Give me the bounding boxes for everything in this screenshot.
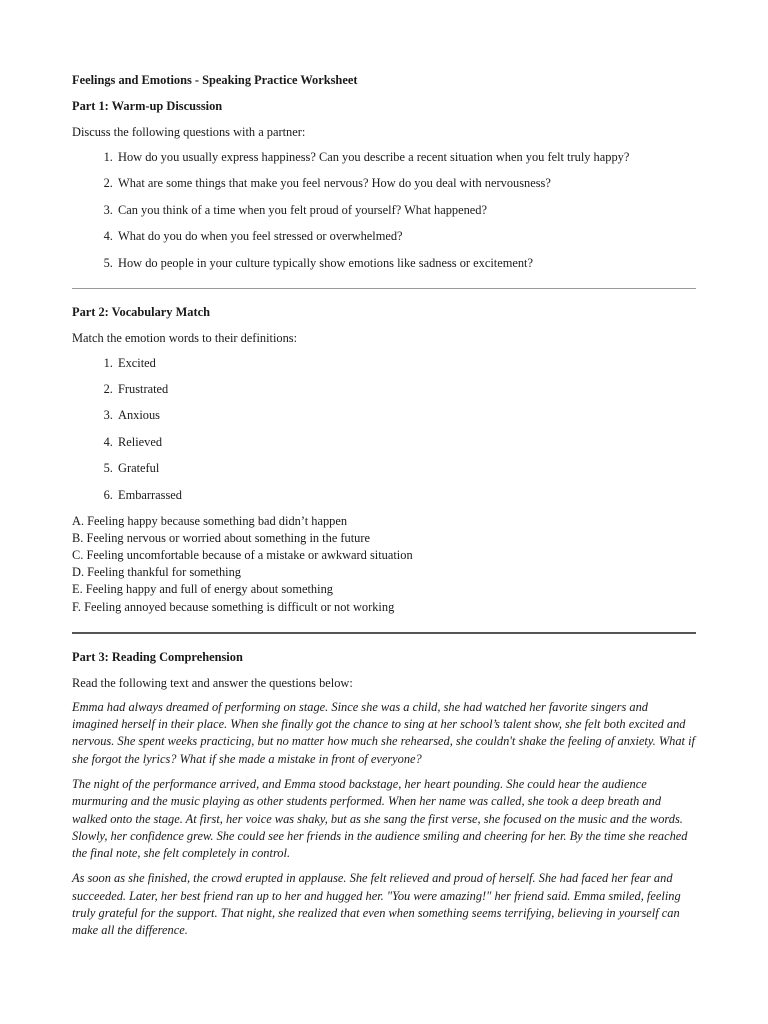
passage-paragraph: As soon as she finished, the crowd erupted in applause. She felt relieved and proud of herself. She had faced her fear and succeeded. Later, her best friend ran up to her and hugged her. "You were amazing!" her friend said. Emma smiled, feeling truly grateful for the support. That night, she realized that even when something seems terrifying, believing in yourself can make all the difference.	[72, 871, 681, 938]
definition-list	[72, 513, 696, 616]
vocabulary-word: 6. Embarrassed	[116, 486, 696, 504]
part1-heading: Part 1: Warm-up Discussion	[72, 99, 223, 113]
definition-item: D. Feeling thankful for something	[72, 565, 241, 580]
discussion-question: 3. Can you think of a time when you felt proud of yourself? What happened?	[116, 201, 696, 219]
discussion-question: 2. What are some things that make you feel nervous? How do you deal with nervousness?	[116, 174, 696, 192]
discussion-question: 1. How do you usually express happiness? Can you describe a recent situation when you felt truly happy?	[116, 148, 696, 166]
part3-section	[72, 648, 696, 940]
passage-paragraph: The night of the performance arrived, and Emma stood backstage, her heart pounding. She could hear the audience murmuring and the music playing as other students performed. When her name was called, she took a deep breath and walked onto the stage. At first, her voice was shaky, but as she sang the first verse, she focused on the music and the words. Slowly, her confidence grew. She could see her friends in the audience smiling and cheering for her. By the time she reached the final note, she felt completely in control.	[72, 776, 688, 861]
passage-paragraph: Emma had always dreamed of performing on stage. Since she was a child, she had watched her favorite singers and imagined herself in their place. When she finally got the chance to sing at her school’s talent show, she felt both excited and nervous. She spent weeks practicing, but no matter how much she rehearsed, she couldn't shake the feeling of anxiety. What if she forgot the lyrics? What if she made a mistake in front of everyone?	[72, 699, 695, 766]
definition-item: F. Feeling annoyed because something is difficult or not working	[72, 599, 395, 614]
section-divider	[72, 288, 696, 289]
vocabulary-word: 1. Excited	[116, 354, 696, 372]
discussion-question: 5. How do people in your culture typically show emotions like sadness or excitement?	[116, 254, 696, 272]
vocabulary-word-list	[72, 354, 696, 504]
vocabulary-word: 4. Relieved	[116, 433, 696, 451]
discussion-question: 4. What do you do when you feel stressed or overwhelmed?	[116, 227, 696, 245]
definition-item: B. Feeling nervous or worried about something in the future	[72, 530, 371, 545]
part2-heading: Part 2: Vocabulary Match	[72, 304, 211, 319]
definition-item: A. Feeling happy because something bad didn’t happen	[72, 513, 348, 528]
part2-section	[72, 303, 696, 616]
part3-heading: Part 3: Reading Comprehension	[72, 649, 243, 664]
reading-passage	[72, 699, 696, 940]
vocabulary-word: 3. Anxious	[116, 406, 696, 424]
section-divider	[72, 632, 696, 634]
part1-section	[72, 97, 696, 272]
worksheet-title: Feelings and Emotions - Speaking Practice Worksheet	[72, 73, 358, 87]
definition-item: C. Feeling uncomfortable because of a mistake or awkward situation	[72, 547, 413, 562]
part3-intro: Read the following text and answer the questions below:	[72, 675, 353, 690]
discussion-questions-list	[72, 148, 696, 272]
definition-item: E. Feeling happy and full of energy about something	[72, 582, 333, 597]
vocabulary-word: 2. Frustrated	[116, 380, 696, 398]
part1-intro: Discuss the following questions with a partner:	[72, 125, 306, 139]
part2-intro: Match the emotion words to their definitions:	[72, 330, 298, 345]
vocabulary-word: 5. Grateful	[116, 459, 696, 477]
